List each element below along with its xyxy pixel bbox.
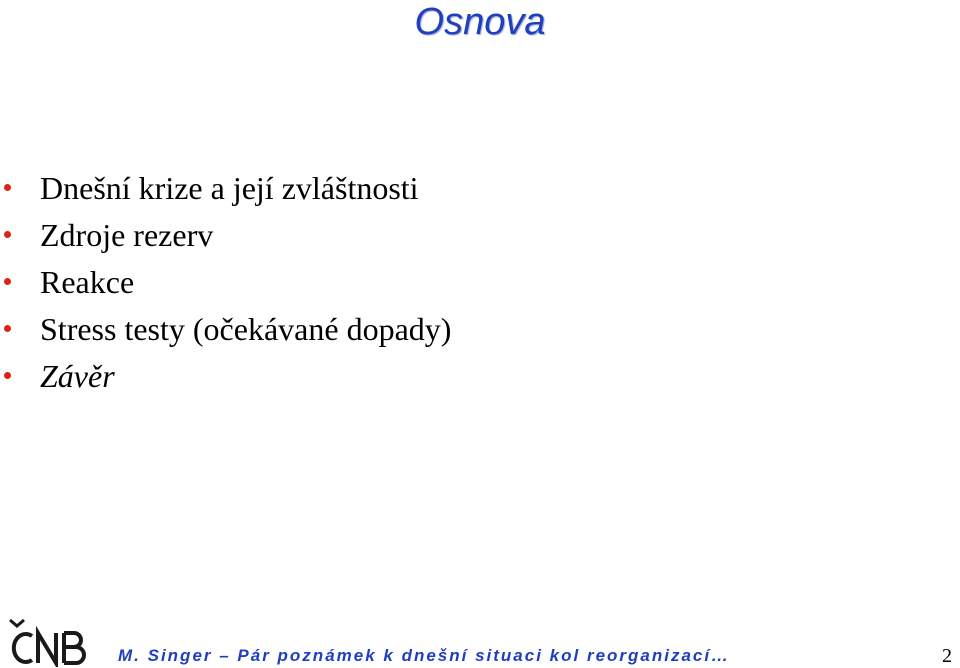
cnb-logo-icon <box>4 617 90 667</box>
bullet-item <box>0 260 451 307</box>
bullet-item <box>0 307 451 354</box>
footer-text: M. Singer – Pár poznámek k dnešní situaci kol reorganizací… <box>118 646 731 665</box>
bullet-dot-icon <box>4 325 11 332</box>
bullet-text: Dnešní krize a její zvláštnosti <box>40 170 419 206</box>
bullet-text: Závěr <box>40 358 115 394</box>
bullet-dot-icon <box>4 278 11 285</box>
bullet-item <box>0 166 451 213</box>
bullet-text: Reakce <box>40 264 135 300</box>
bullet-text: Stress testy (očekávané dopady) <box>40 311 452 347</box>
bullet-dot-icon <box>4 372 11 379</box>
slide-title: Osnova <box>414 1 546 43</box>
page-number: 2 <box>942 645 952 667</box>
bullet-item <box>0 354 451 401</box>
bullet-dot-icon <box>4 231 11 238</box>
bullet-text: Zdroje rezerv <box>40 217 214 253</box>
bullet-item <box>0 213 451 260</box>
bullet-dot-icon <box>4 184 11 191</box>
bullet-list <box>0 166 451 401</box>
